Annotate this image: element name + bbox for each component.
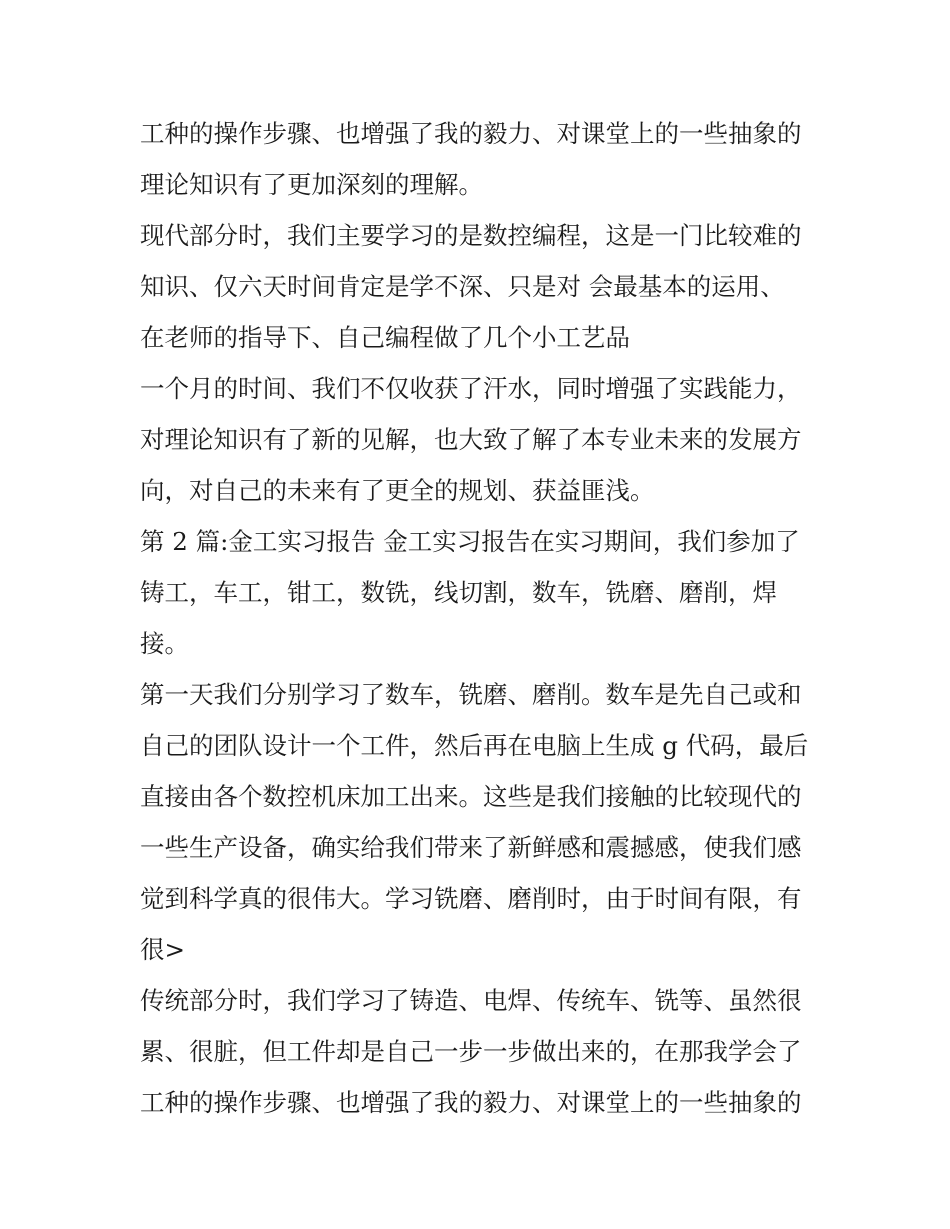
text-line: 现代部分时，我们主要学习的是数控编程，这是一门比较难的 bbox=[140, 221, 802, 250]
document-body bbox=[140, 108, 820, 1128]
text-line: 很> bbox=[140, 935, 186, 964]
text-line: 工种的操作步骤、也增强了我的毅力、对课堂上的一些抽象的 bbox=[140, 1088, 802, 1117]
text-line: 铸工，车工，钳工，数铣，线切割，数车，铣磨、磨削，焊 bbox=[140, 578, 777, 607]
text-line: 传统部分时，我们学习了铸造、电焊、传统车、铣等、虽然很 bbox=[140, 986, 802, 1015]
text-line: 一些生产设备，确实给我们带来了新鲜感和震撼感，使我们感 bbox=[140, 833, 802, 862]
text-line: 知识、仅六天时间肯定是学不深、只是对 会最基本的运用、 bbox=[140, 272, 785, 301]
text-line: 累、很脏，但工件却是自己一步一步做出来的，在那我学会了 bbox=[140, 1037, 802, 1066]
text-line: 觉到科学真的很伟大。学习铣磨、磨削时，由于时间有限，有 bbox=[140, 884, 802, 913]
text-line: 直接由各个数控机床加工出来。这些是我们接触的比较现代的 bbox=[140, 782, 802, 811]
text-line: 向，对自己的未来有了更全的规划、获益匪浅。 bbox=[140, 476, 655, 505]
text-line: 在老师的指导下、自己编程做了几个小工艺品 bbox=[140, 323, 630, 352]
text-line: 工种的操作步骤、也增强了我的毅力、对课堂上的一些抽象的 bbox=[140, 119, 802, 148]
text-line: 理论知识有了更加深刻的理解。 bbox=[140, 170, 483, 199]
text-line: 自己的团队设计一个工件，然后再在电脑上生成 g 代码，最后 bbox=[140, 731, 809, 760]
text-line: 接。 bbox=[140, 629, 189, 658]
text-line: 对理论知识有了新的见解，也大致了解了本专业未来的发展方 bbox=[140, 425, 802, 454]
text-line: 第一天我们分别学习了数车，铣磨、磨削。数车是先自己或和 bbox=[140, 680, 802, 709]
section-heading-line: 第 2 篇:金工实习报告 金工实习报告在实习期间，我们参加了 bbox=[140, 527, 800, 556]
text-line: 一个月的时间、我们不仅收获了汗水，同时增强了实践能力， bbox=[140, 374, 802, 403]
